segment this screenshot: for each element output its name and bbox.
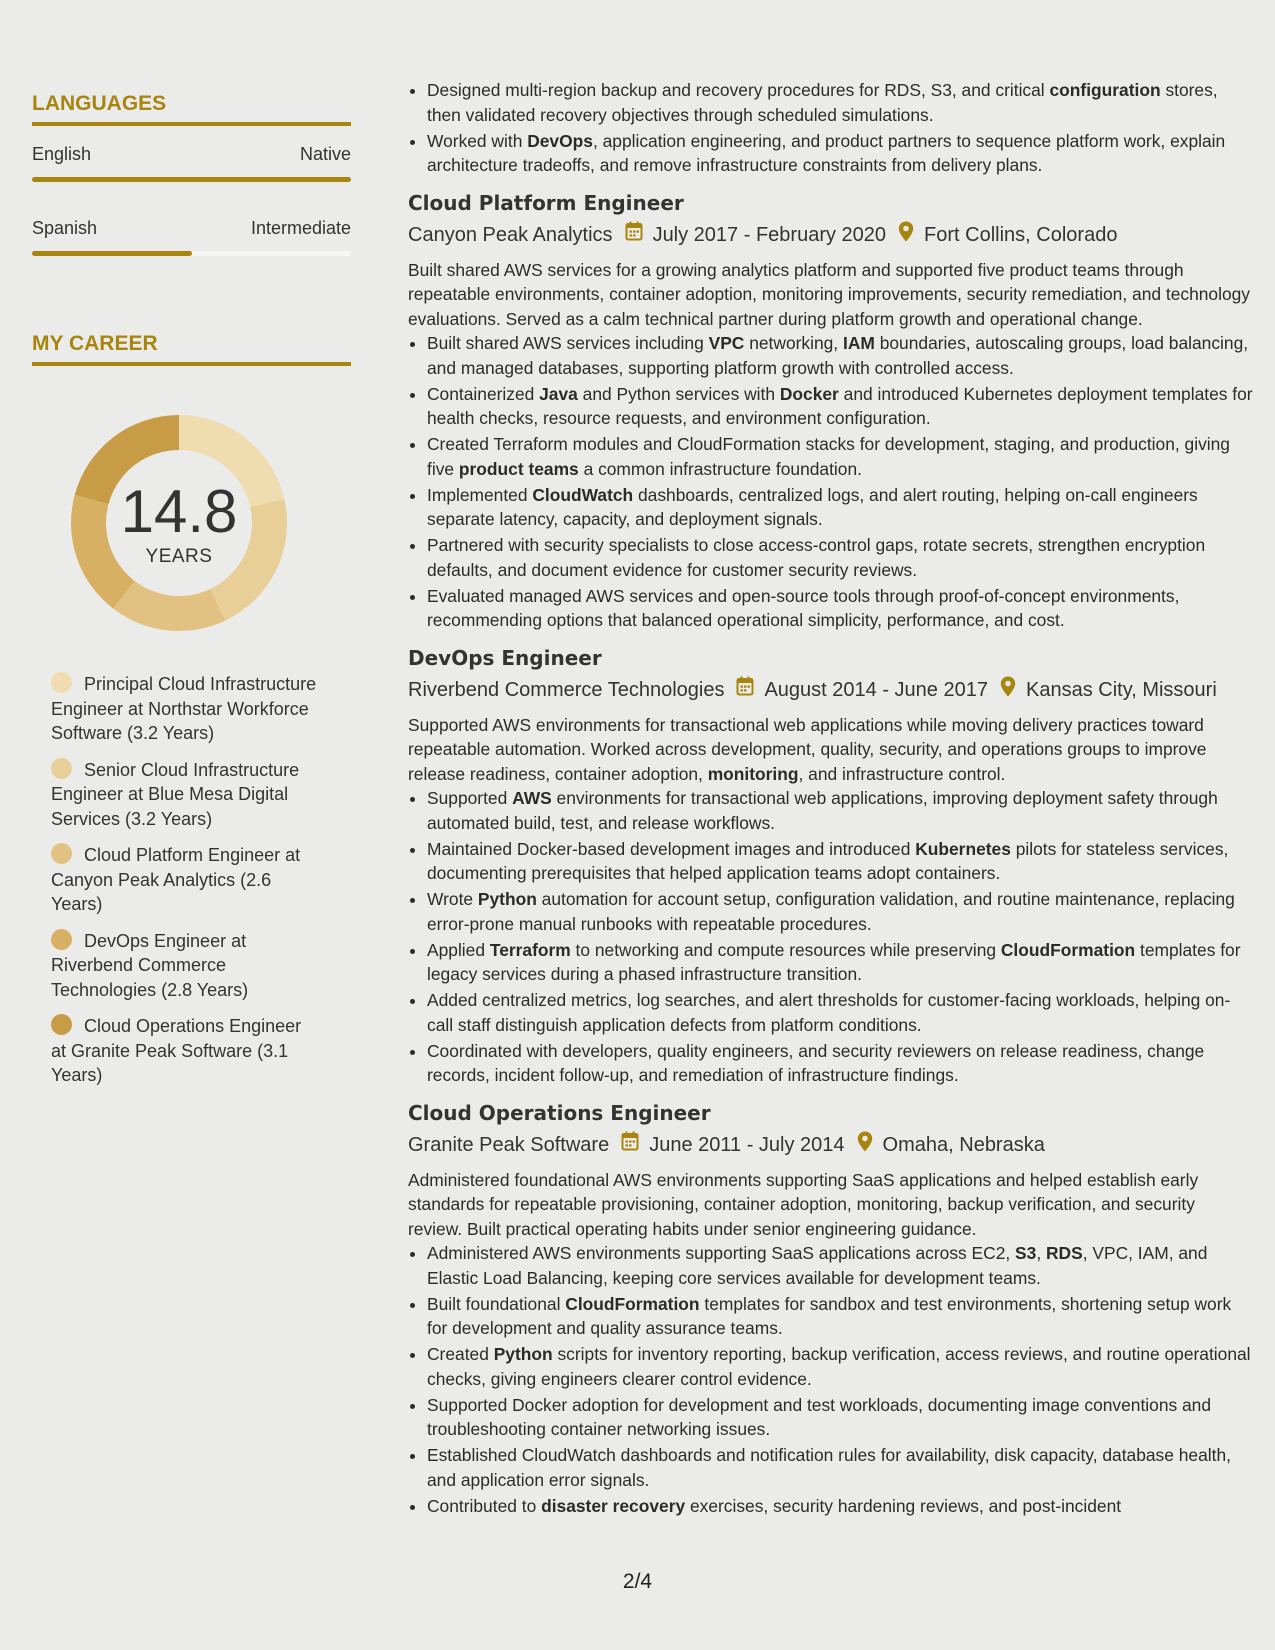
calendar-icon [621, 1131, 639, 1159]
job-meta [408, 676, 1253, 705]
job-description: Built shared AWS services for a growing analytics platform and supported five product teams through repeatable environments, container adoption, monitoring improvements, security remediation, and technology evaluations. Served as a calm technical partner during platform growth and operational change. [408, 259, 1250, 329]
legend-label: Senior Cloud Infrastructure Engineer at Blue Mesa Digital Services (3.2 Years) [51, 759, 300, 829]
map-pin-icon [1000, 676, 1016, 705]
languages-section [32, 92, 351, 256]
languages-title: LANGUAGES [32, 92, 351, 126]
donut-center [64, 408, 294, 638]
career-section [32, 332, 351, 1088]
job-title: Cloud Operations Engineer [408, 1100, 711, 1125]
legend-dot-icon [51, 1014, 72, 1035]
language-proficiency-bar [32, 177, 351, 182]
bullet-item: • Established CloudWatch dashboards and notification rules for availability, disk capacity, database health, and application error signals. [427, 1443, 1253, 1492]
job-company: Canyon Peak Analytics [408, 224, 613, 246]
legend-label: Cloud Platform Engineer at Canyon Peak Analytics (2.6 Years) [51, 845, 301, 914]
bullet-item: • Designed multi-region backup and recovery procedures for RDS, S3, and critical configuration stores, then validated recovery objectives through scheduled simulations. [427, 78, 1253, 127]
calendar-icon [625, 221, 643, 249]
page-number: 2/4 [622, 1570, 653, 1593]
calendar-icon [736, 676, 754, 704]
bullet-item: • Worked with DevOps, application engineering, and product partners to sequence platform work, explain architecture tradeoffs, and remove infrastructure constraints from delivery plans. [427, 129, 1253, 178]
job-bullets [408, 331, 1253, 633]
sidebar [32, 92, 351, 1100]
job-title: Cloud Platform Engineer [408, 190, 684, 215]
job-entry [408, 1098, 1253, 1519]
language-item [32, 144, 351, 182]
bullet-item: • Implemented CloudWatch dashboards, centralized logs, and alert routing, helping on-call engineers separate latency, capacity, and deployment signals. [427, 483, 1253, 532]
job-dates: July 2017 - February 2020 [652, 224, 887, 246]
language-proficiency-fill [32, 251, 192, 256]
job-location: Kansas City, Missouri [1025, 679, 1217, 701]
bullet-item: • Partnered with security specialists to close access-control gaps, rotate secrets, strengthen encryption defaults, and document evidence for customer security reviews. [427, 533, 1253, 582]
language-level: Intermediate [250, 218, 351, 238]
total-years-value: 14.8 [120, 478, 238, 545]
career-donut-chart [64, 408, 294, 638]
career-legend-item [51, 1014, 321, 1088]
legend-label: DevOps Engineer at Riverbend Commerce Technologies (2.8 Years) [51, 930, 249, 1000]
legend-dot-icon [51, 929, 72, 950]
bullet-item: • Coordinated with developers, quality engineers, and security reviewers on release readiness, change records, incident follow-up, and remediation of infrastructure findings. [427, 1039, 1253, 1088]
bullet-item: • Supported Docker adoption for development and test workloads, documenting image conventions and troubleshooting container networking issues. [427, 1393, 1253, 1442]
job-entry [408, 643, 1253, 1088]
jobs-list [408, 188, 1253, 1519]
language-row [32, 144, 351, 165]
legend-dot-icon [51, 672, 72, 693]
job-location: Fort Collins, Colorado [924, 224, 1118, 246]
bullet-item: • Contributed to disaster recovery exercises, security hardening reviews, and post-incident [427, 1494, 1253, 1519]
bullet-item: • Created Terraform modules and CloudFormation stacks for development, staging, and production, giving five product teams a common infrastructure foundation. [427, 432, 1253, 481]
job-meta [408, 221, 1253, 250]
job-bullets [408, 1241, 1253, 1518]
job-dates: August 2014 - June 2017 [764, 679, 988, 701]
job-company: Granite Peak Software [408, 1134, 610, 1156]
experience-main [408, 78, 1253, 1520]
language-name: English [32, 144, 92, 164]
job-dates: June 2011 - July 2014 [649, 1134, 845, 1156]
bullet-item: • Supported AWS environments for transactional web applications, improving deployment safety through automated build, test, and release workflows. [427, 786, 1253, 835]
language-proficiency-fill [32, 177, 351, 182]
bullet-item: • Evaluated managed AWS services and open-source tools through proof-of-concept environments, recommending options that balanced operational simplicity, performance, and cost. [427, 584, 1253, 633]
language-name: Spanish [32, 218, 98, 238]
legend-dot-icon [51, 843, 72, 864]
bullet-item: • Added centralized metrics, log searches, and alert thresholds for customer-facing workloads, helping on-call staff distinguish application defects from platform conditions. [427, 988, 1253, 1037]
map-pin-icon [857, 1131, 873, 1160]
map-pin-icon [898, 221, 914, 250]
job-company: Riverbend Commerce Technologies [408, 679, 725, 701]
legend-label: Principal Cloud Infrastructure Engineer at Northstar Workforce Software (3.2 Years) [51, 674, 317, 743]
job-description: Supported AWS environments for transactional web applications while moving delivery practices toward repeatable automation. Worked across development, quality, security, and operations groups to improve release readiness, container adoption, monitoring, and infrastructure control. [408, 714, 1207, 784]
bullet-item: • Built foundational CloudFormation templates for sandbox and test environments, shortening setup work for development and quality assurance teams. [427, 1292, 1253, 1341]
language-row [32, 218, 351, 239]
bullet-item: • Containerized Java and Python services with Docker and introduced Kubernetes deployment templates for health checks, resource requests, and environment configuration. [427, 382, 1253, 431]
bullet-item: • Built shared AWS services including VPC networking, IAM boundaries, autoscaling groups, load balancing, and managed databases, supporting platform growth with controlled access. [427, 331, 1253, 380]
bullet-item: • Created Python scripts for inventory reporting, backup verification, access reviews, and routine operational checks, giving engineers clearer control evidence. [427, 1342, 1253, 1391]
job-entry [408, 188, 1253, 633]
career-legend-item [51, 843, 321, 917]
bullet-item: • Administered AWS environments supporting SaaS applications across EC2, S3, RDS, VPC, IAM, and Elastic Load Balancing, keeping core services available for development teams. [427, 1241, 1253, 1290]
language-level: Native [299, 144, 351, 164]
career-legend-item [51, 758, 321, 832]
job-title: DevOps Engineer [408, 645, 602, 670]
language-item [32, 218, 351, 256]
career-title: MY CAREER [32, 332, 351, 366]
language-proficiency-bar [32, 251, 351, 256]
career-legend [51, 672, 321, 1088]
languages-list [32, 144, 351, 256]
job-meta [408, 1131, 1253, 1160]
bullet-item: • Applied Terraform to networking and compute resources while preserving CloudFormation templates for legacy services during a phased infrastructure transition. [427, 938, 1253, 987]
job-location: Omaha, Nebraska [882, 1134, 1045, 1156]
career-legend-item [51, 929, 321, 1003]
job-description: Administered foundational AWS environments supporting SaaS applications and helped establish early standards for repeatable provisioning, container adoption, monitoring, backup verification, and security review. Built practical operating habits under senior engineering guidance. [408, 1169, 1199, 1239]
previous-job-bullets [408, 78, 1253, 178]
bullet-item: • Maintained Docker-based development images and introduced Kubernetes pilots for stateless services, documenting prerequisites that helped application teams adopt containers. [427, 837, 1253, 886]
career-legend-item [51, 672, 321, 746]
total-years-unit: YEARS [145, 546, 213, 567]
legend-label: Cloud Operations Engineer at Granite Peak Software (3.1 Years) [51, 1016, 302, 1085]
job-bullets [408, 786, 1253, 1088]
legend-dot-icon [51, 758, 72, 779]
bullet-item: • Wrote Python automation for account setup, configuration validation, and routine maintenance, replacing error-prone manual runbooks with repeatable procedures. [427, 887, 1253, 936]
